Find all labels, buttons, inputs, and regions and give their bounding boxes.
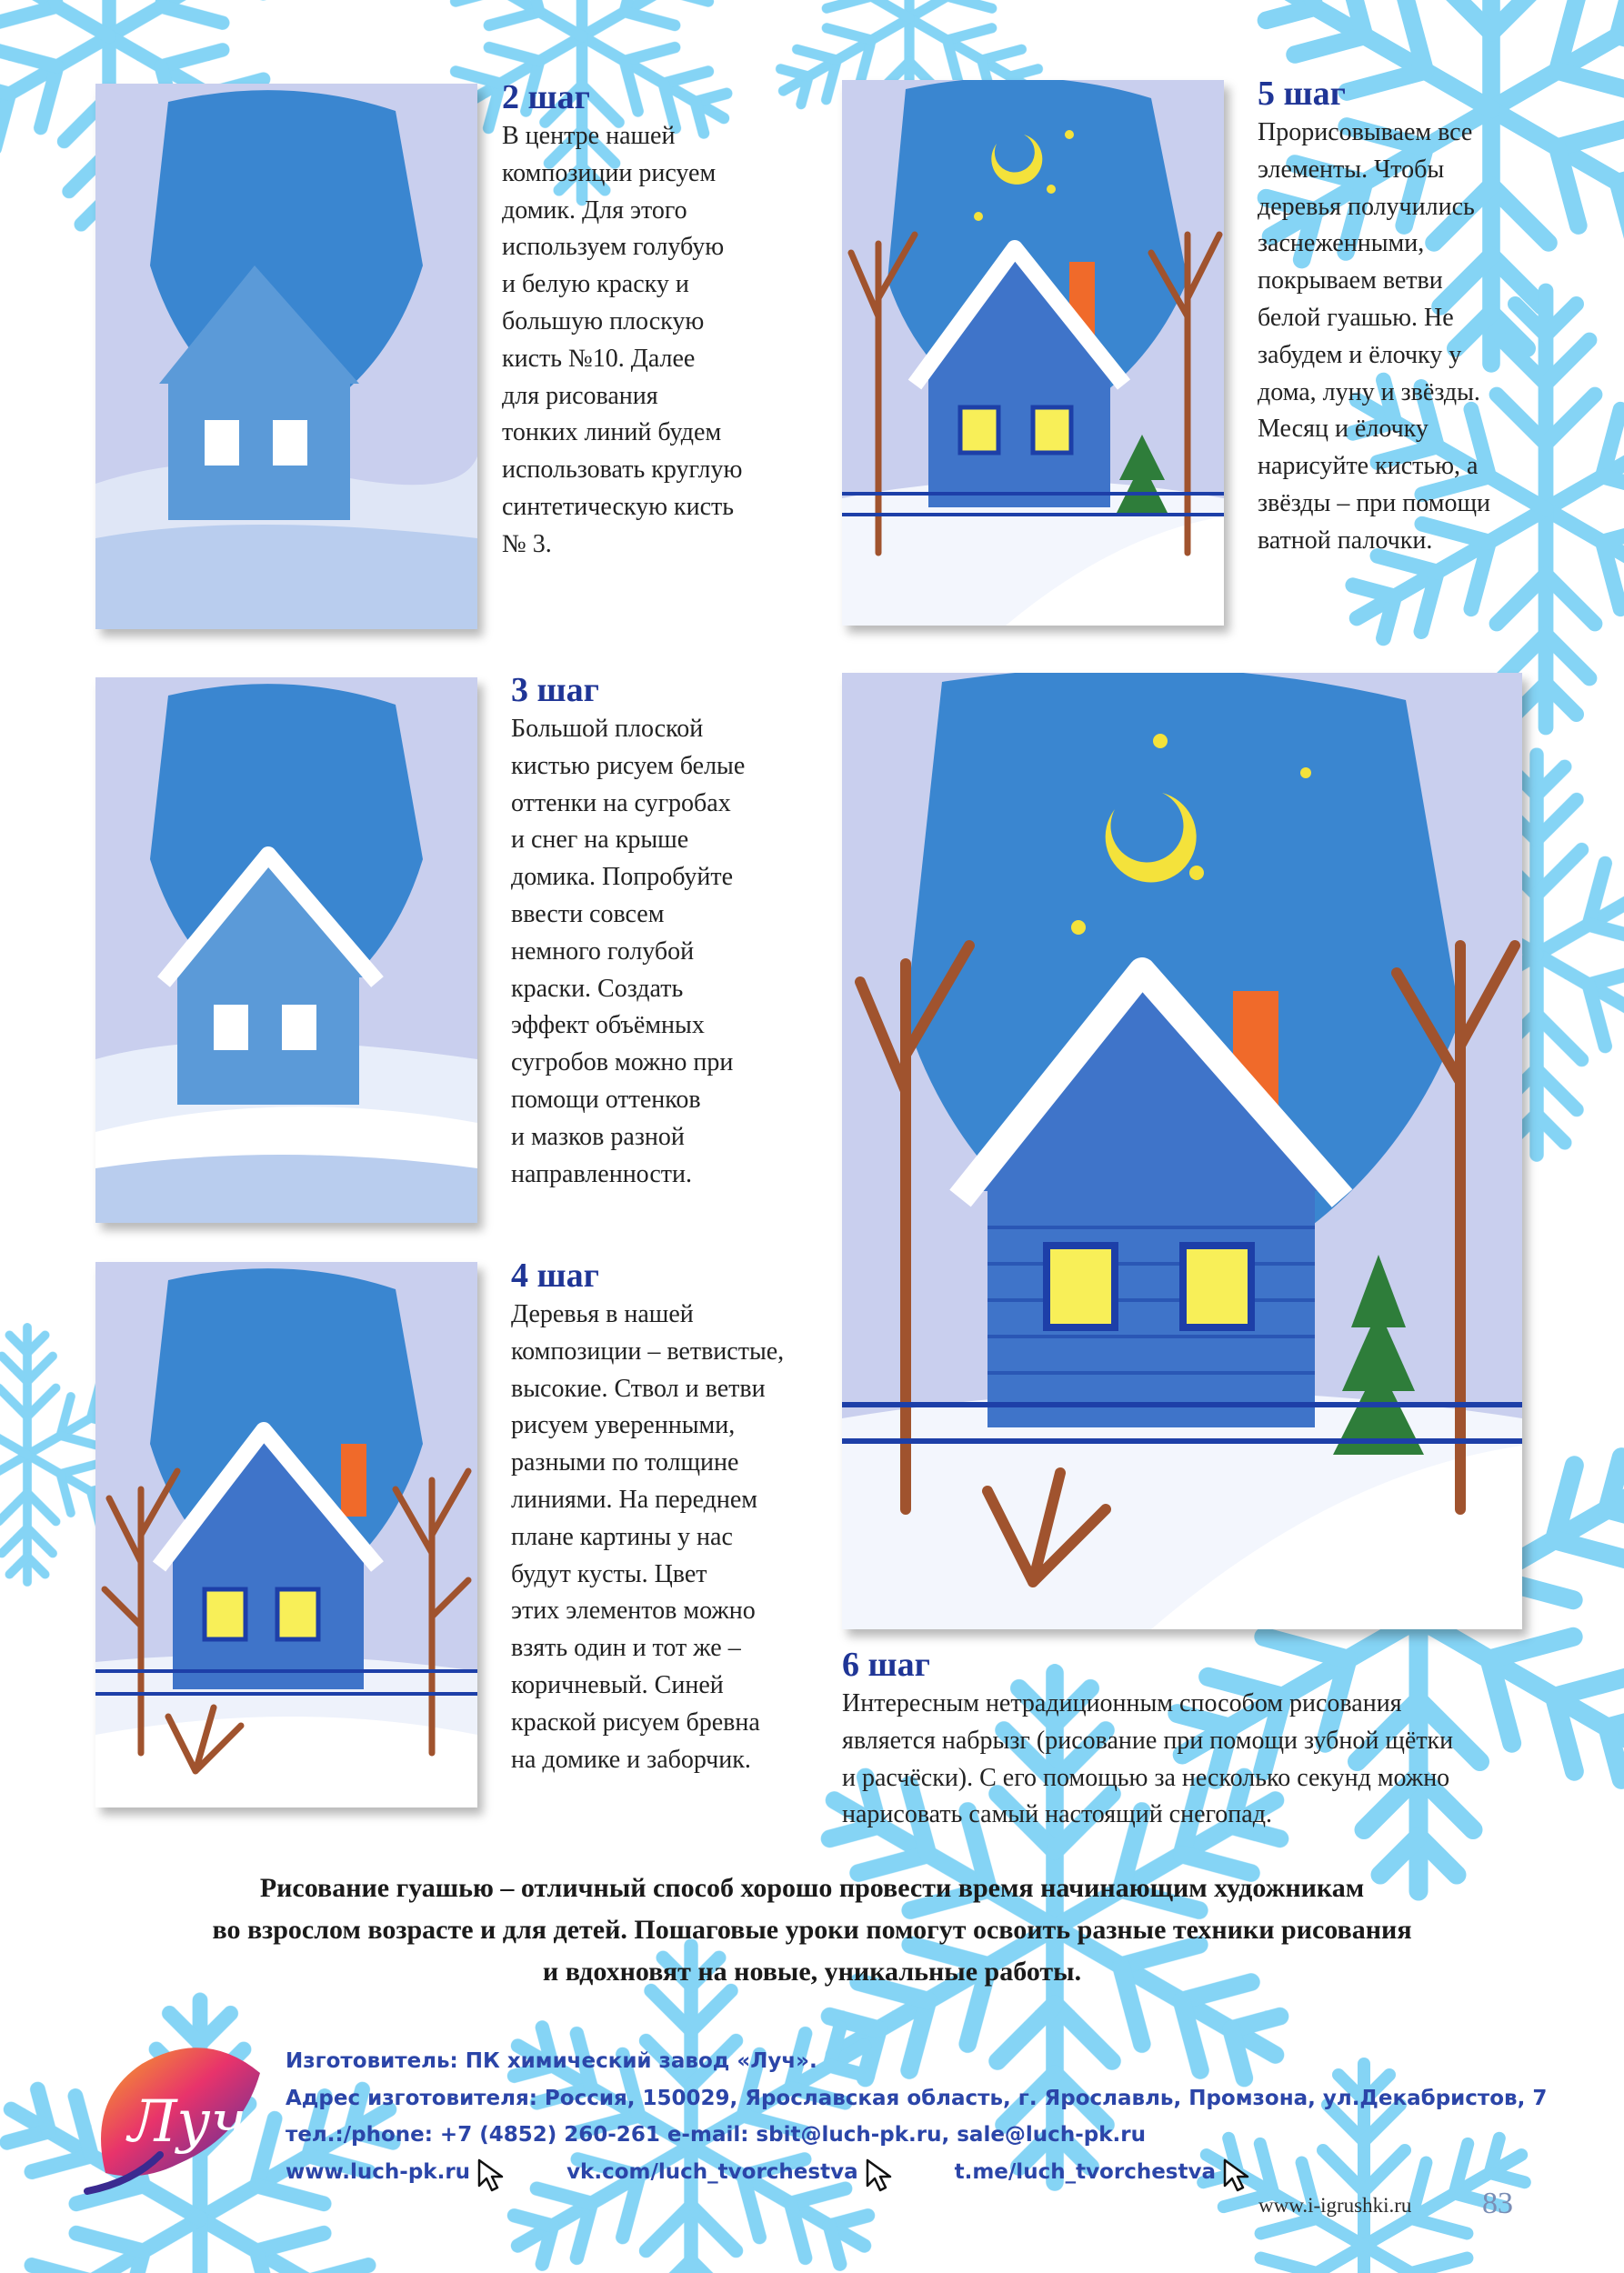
step-6-image xyxy=(842,673,1522,1629)
site-url: www.i-igrushki.ru xyxy=(1258,2194,1412,2217)
step-6-description: Интересным нетрадиционным способом рисования является набрызг (рисование при помощи зубной щётки и расчёски). С его помощью за несколько секунд можно нарисовать самый настоящий снегопад. xyxy=(842,1689,1454,1829)
step-2-text xyxy=(502,78,802,564)
step-4-description: Деревья в нашей композиции – ветвистые, высокие. Ствол и ветви рисуем уверенными, разными по толщине линиями. На переднем плане картины у нас будут кусты. Цвет этих элементов можно взять один и тот же – коричневый. Синей краской рисуем бревна на домике и заборчик. xyxy=(511,1300,785,1774)
summary-paragraph: Рисование гуашью – отличный способ хорошо провести время начинающим художникам во взрослом возрасте и для детей. Пошаговые уроки помогут освоить разные техники рисования и вдохновят на новые, уникальные работы. xyxy=(212,1873,1412,1987)
footer-links xyxy=(286,2154,1547,2193)
cursor-icon xyxy=(1221,2157,1258,2193)
step-3-image xyxy=(95,677,477,1223)
vk-link[interactable] xyxy=(566,2160,900,2184)
step-6-title: 6 шаг xyxy=(842,1646,930,1684)
logo-text: Луч xyxy=(128,2088,247,2156)
step-4-text xyxy=(511,1257,829,1778)
luch-logo xyxy=(78,2037,269,2200)
step-3-description: Большой плоской кистью рисуем белые оттенки на сугробах и снег на крыше домика. Попробуйте ввести совсем немного голубой краски. Создать эффект объёмных сугробов можно при помощи оттенков и мазков разной направленности. xyxy=(511,715,746,1188)
page-number: 83 xyxy=(1482,2187,1513,2220)
step-3-title: 3 шаг xyxy=(511,671,599,709)
step-2-description: В центре нашей композиции рисуем домик. Для этого используем голубую и белую краску и большую плоскую кисть №10. Далее для рисования тонких линий будем использовать круглую синтетическую кисть № 3. xyxy=(502,122,743,558)
step-3-text xyxy=(511,671,820,1193)
step-2-title: 2 шаг xyxy=(502,78,590,116)
footer-manufacturer: Изготовитель: ПК химический завод «Луч». xyxy=(286,2049,817,2073)
footer-contacts: тел.:/phone: +7 (4852) 260-261 e-mail: sbit@luch-pk.ru, sale@luch-pk.ru xyxy=(286,2123,1146,2147)
cursor-icon xyxy=(864,2157,900,2193)
cursor-icon xyxy=(476,2157,512,2193)
telegram-link-text: t.me/luch_tvorchestva xyxy=(954,2159,1217,2184)
step-5-description: Прорисовываем все элементы. Чтобы деревья получились заснеженными, покрываем ветви белой гуашью. Не забудем и ёлочку у дома, луну и звёзды. Месяц и ёлочку нарисуйте кистью, а звёзды – при помощи ватной палочки. xyxy=(1258,118,1491,555)
step-5-title: 5 шаг xyxy=(1258,75,1346,113)
step-5-image xyxy=(842,80,1224,626)
step-6-text xyxy=(842,1646,1533,1834)
website-link[interactable] xyxy=(286,2160,512,2184)
footer xyxy=(286,2043,1547,2193)
telegram-link[interactable] xyxy=(955,2160,1258,2184)
footer-address: Адрес изготовителя: Россия, 150029, Ярославская область, г. Ярославль, Промзона, ул.Декабристов, 7 xyxy=(286,2086,1548,2110)
step-5-text xyxy=(1258,75,1558,560)
step-4-title: 4 шаг xyxy=(511,1257,599,1295)
vk-link-text: vk.com/luch_tvorchestva xyxy=(566,2159,858,2184)
step-4-image xyxy=(95,1262,477,1807)
step-2-image xyxy=(95,84,477,629)
website-link-text: www.luch-pk.ru xyxy=(286,2159,471,2184)
